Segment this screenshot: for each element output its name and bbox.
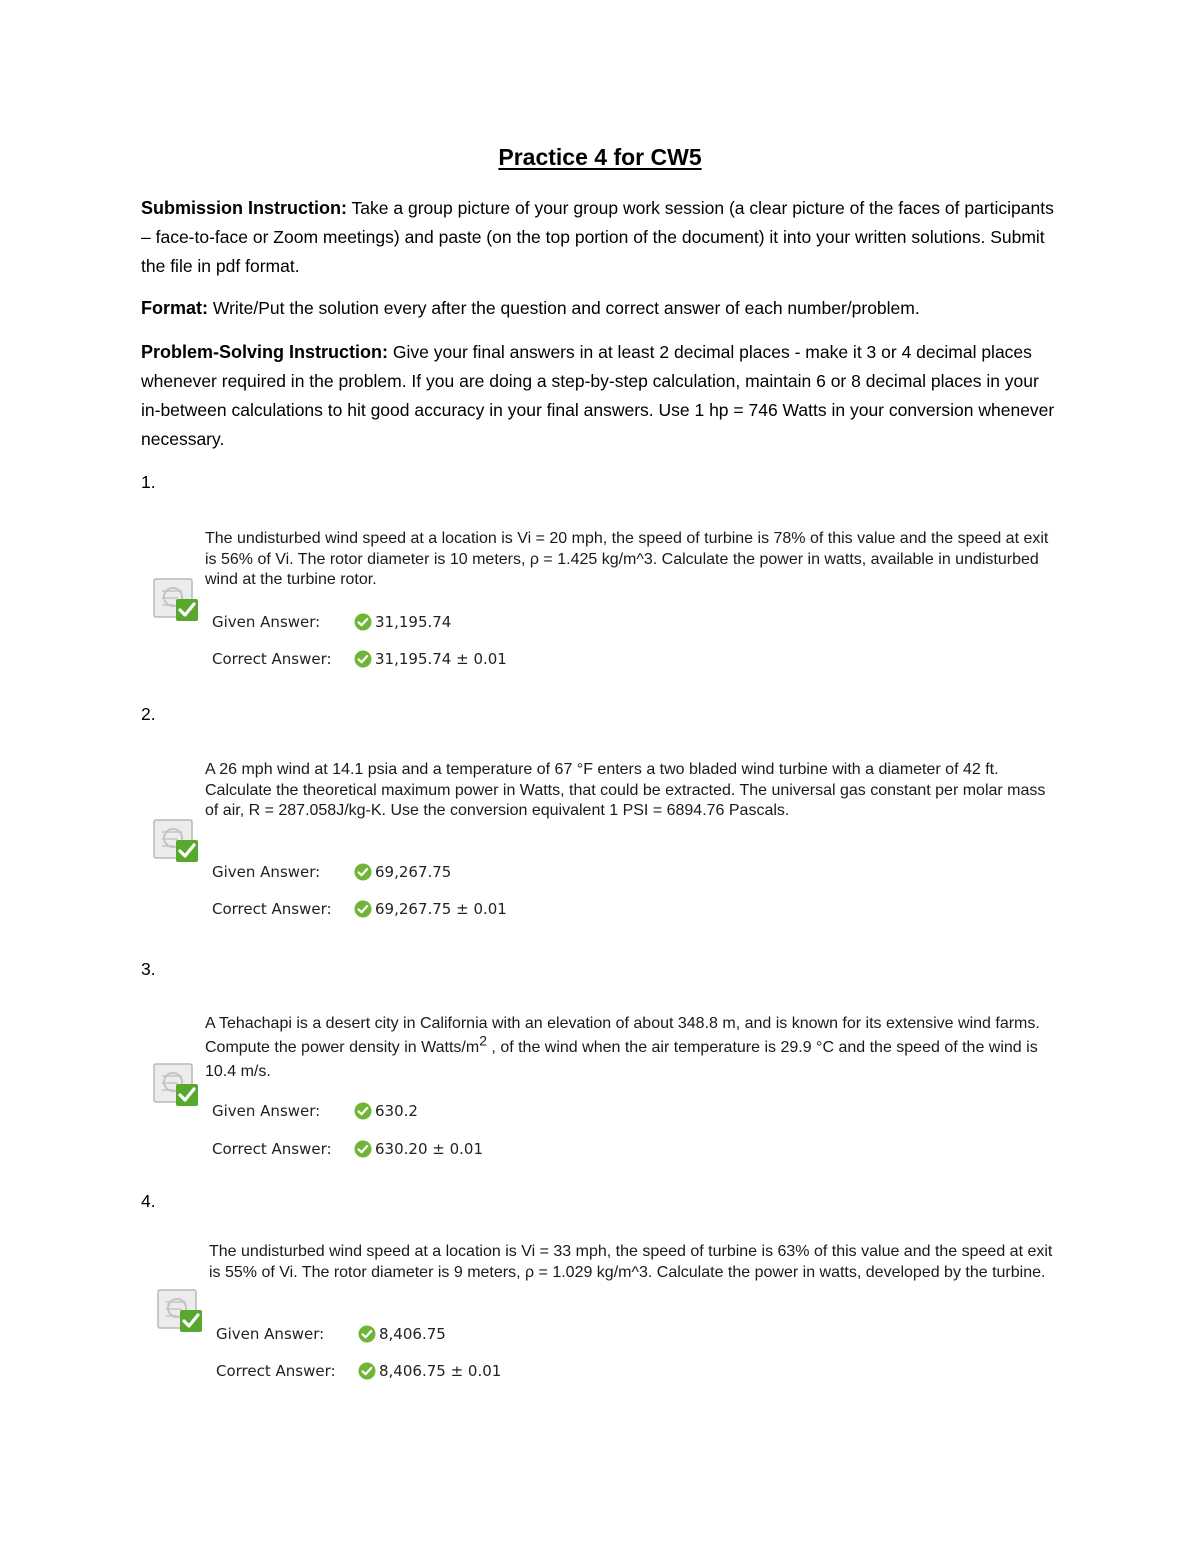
given-answer-value: 31,195.74 <box>375 613 452 631</box>
correct-answer-label: Correct Answer: <box>212 900 332 918</box>
question-text: The undisturbed wind speed at a location is Vi = 33 mph, the speed of turbine is 63% of this value and the speed at exit is 55% of Vi. The rotor diameter is 9 meters, ρ = 1.029 kg/m^3. Calculate the power in watts, developed by the turbine. <box>209 1243 1053 1281</box>
check-circle-icon <box>354 613 372 631</box>
correct-answer-value: 630.20 ± 0.01 <box>375 1140 483 1158</box>
check-circle-icon <box>354 650 372 668</box>
problem-solving-instruction <box>141 338 1061 454</box>
given-answer-value: 630.2 <box>375 1102 418 1120</box>
question-number: 1. <box>141 472 156 492</box>
submission-instruction-text: Take a group picture of your group work session (a clear picture of the faces of participants – face-to-face or Zoom meetings) and paste (on the top portion of the document) it into your written solutions. Submit the file in pdf format. <box>141 198 1054 276</box>
correct-answer-value: 31,195.74 ± 0.01 <box>375 650 507 668</box>
check-circle-icon <box>354 1140 372 1158</box>
graded-correct-icon <box>152 1062 200 1108</box>
given-answer-label: Given Answer: <box>212 1102 321 1120</box>
format-instruction-label: Format: <box>141 298 208 318</box>
question-3 <box>152 1012 1052 1192</box>
correct-answer-label: Correct Answer: <box>212 650 332 668</box>
correct-answer-label: Correct Answer: <box>212 1140 332 1158</box>
problem-solving-instruction-text: Give your final answers in at least 2 decimal places - make it 3 or 4 decimal places whenever required in the problem. If you are doing a step-by-step calculation, maintain 6 or 8 decimal places in your in-between calculations to hit good accuracy in your final answers. Use 1 hp = 746 Watts in your conversion whenever necessary. <box>141 342 1055 449</box>
problem-solving-instruction-label: Problem-Solving Instruction: <box>141 342 389 362</box>
question-text-part: , of the wind when the air temperature is 29.9 °C and the speed of the wind is 10.4 m/s. <box>205 1039 1038 1080</box>
check-circle-icon <box>354 863 372 881</box>
given-answer-value: 69,267.75 <box>375 863 452 881</box>
question-number: 2. <box>141 704 156 724</box>
given-answer-label: Given Answer: <box>216 1325 325 1343</box>
graded-correct-icon <box>152 577 200 623</box>
given-answer-value: 8,406.75 <box>379 1325 446 1343</box>
format-instruction-text: Write/Put the solution every after the question and correct answer of each number/problem. <box>208 298 920 318</box>
check-circle-icon <box>358 1325 376 1343</box>
question-2 <box>152 760 1052 940</box>
question-text-superscript: 2 <box>479 1032 487 1049</box>
question-1 <box>152 529 1052 709</box>
graded-correct-icon <box>152 818 200 864</box>
page-title: Practice 4 for CW5 <box>498 144 702 170</box>
graded-correct-icon <box>156 1288 204 1334</box>
format-instruction <box>141 294 1061 323</box>
question-text: A 26 mph wind at 14.1 psia and a temperature of 67 °F enters a two bladed wind turbine with a diameter of 42 ft. Calculate the theoretical maximum power in Watts, that could be extracted. The universal gas constant per molar mass of air, R = 287.058J/kg-K. Use the conversion equivalent 1 PSI = 6894.76 Pascals. <box>205 761 1046 819</box>
check-circle-icon <box>354 1102 372 1120</box>
given-answer-label: Given Answer: <box>212 613 321 631</box>
correct-answer-value: 8,406.75 ± 0.01 <box>379 1362 502 1380</box>
submission-instruction-label: Submission Instruction: <box>141 198 348 218</box>
given-answer-label: Given Answer: <box>212 863 321 881</box>
submission-instruction <box>141 194 1061 281</box>
check-circle-icon <box>358 1362 376 1380</box>
correct-answer-label: Correct Answer: <box>216 1362 336 1380</box>
correct-answer-value: 69,267.75 ± 0.01 <box>375 900 507 918</box>
check-circle-icon <box>354 900 372 918</box>
question-number: 3. <box>141 959 156 979</box>
question-text: The undisturbed wind speed at a location is Vi = 20 mph, the speed of turbine is 78% of this value and the speed at exit is 56% of Vi. The rotor diameter is 10 meters, ρ = 1.425 kg/m^3. Calculate the power in watts, available in undisturbed wind at the turbine rotor. <box>205 530 1049 588</box>
question-number: 4. <box>141 1191 156 1211</box>
question-text-part: A Tehachapi is a desert city in California with an elevation of about 348.8 m, and is known for its extensive wind farms. Compute the power density in Watts/m <box>205 1015 1040 1056</box>
question-text <box>205 1012 1055 1084</box>
question-4 <box>156 1242 1056 1422</box>
